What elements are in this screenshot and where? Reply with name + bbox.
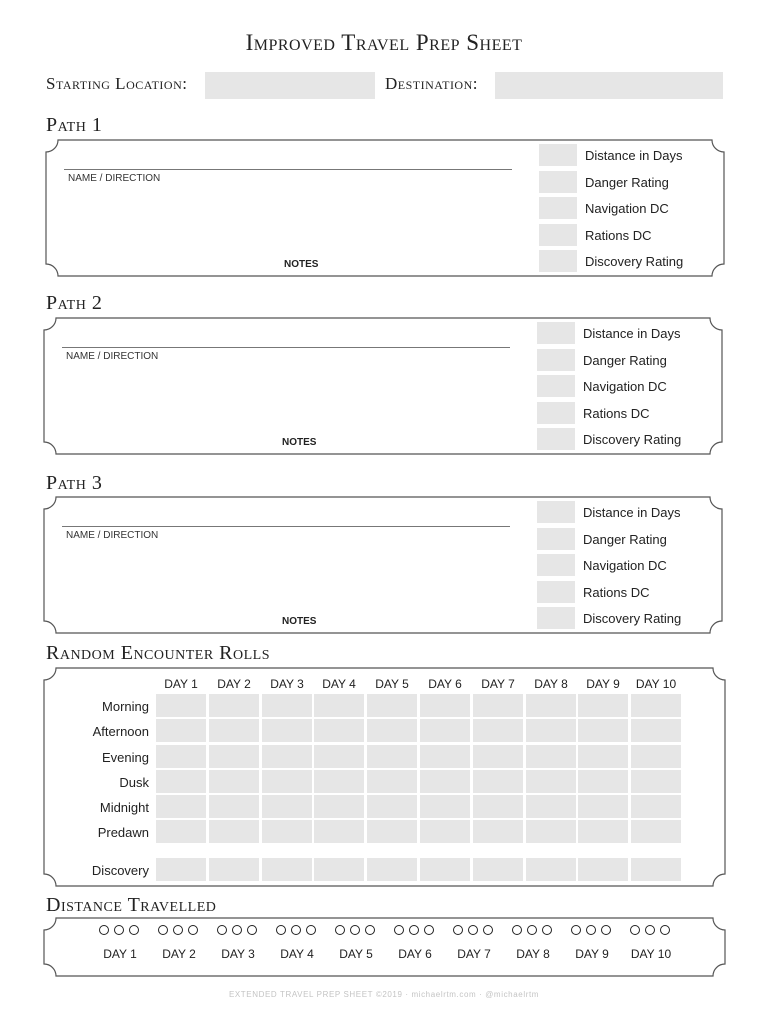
- distance-circle[interactable]: [409, 925, 419, 935]
- encounter-cell[interactable]: [209, 820, 259, 843]
- encounter-cell[interactable]: [473, 719, 523, 742]
- encounter-row-label-dusk: Dusk: [119, 775, 149, 790]
- encounter-day-header-5: DAY 5: [375, 677, 409, 691]
- path-2-notes-label: NOTES: [282, 437, 317, 448]
- encounter-cell[interactable]: [262, 745, 312, 768]
- encounter-cell[interactable]: [473, 795, 523, 818]
- distance-day-label-6: DAY 6: [398, 947, 432, 961]
- discovery-cell[interactable]: [473, 858, 523, 881]
- path-3-stat-label-5: Discovery Rating: [583, 611, 682, 626]
- path-3-stat-label-2: Danger Rating: [583, 531, 667, 547]
- path-1-stat-label-1: Distance in Days: [585, 148, 683, 163]
- encounter-day-header-2: DAY 2: [217, 677, 251, 691]
- path-1-stat-box-3[interactable]: [539, 197, 577, 219]
- encounter-cell[interactable]: [156, 694, 206, 717]
- encounter-row-label-morning: Morning: [102, 699, 149, 714]
- encounter-row-label-predawn: Predawn: [97, 825, 149, 840]
- discovery-cell[interactable]: [526, 858, 576, 881]
- discovery-cell[interactable]: [262, 858, 312, 881]
- encounter-cell[interactable]: [367, 745, 417, 768]
- distance-circle[interactable]: [158, 925, 168, 935]
- destination-field[interactable]: [495, 72, 723, 99]
- encounter-cell[interactable]: [420, 795, 470, 818]
- path-1-stat-box-5[interactable]: [539, 250, 577, 272]
- path-2-stat-box-4[interactable]: [537, 402, 575, 424]
- path-2-stat-box-1[interactable]: [537, 322, 575, 344]
- encounter-cell[interactable]: [209, 795, 259, 818]
- encounter-cell[interactable]: [473, 770, 523, 793]
- path-3-notes-label: NOTES: [282, 616, 317, 627]
- discovery-cell[interactable]: [367, 858, 417, 881]
- starting-location-label: Starting Location:: [46, 74, 188, 93]
- path-2-name-field[interactable]: [62, 347, 510, 348]
- path-2-stat-box-5[interactable]: [537, 428, 575, 450]
- encounter-cell[interactable]: [631, 745, 681, 768]
- encounter-row-label-afternoon: Afternoon: [92, 724, 149, 739]
- encounter-cell[interactable]: [526, 820, 576, 843]
- distance-day-label-9: DAY 9: [575, 947, 609, 961]
- encounter-cell[interactable]: [578, 745, 628, 768]
- distance-circle[interactable]: [601, 925, 611, 935]
- path-1-stat-box-1[interactable]: [539, 144, 577, 166]
- path-3-stat-box-5[interactable]: [537, 607, 575, 629]
- encounter-cell[interactable]: [526, 795, 576, 818]
- encounter-cell[interactable]: [209, 719, 259, 742]
- encounter-cell[interactable]: [526, 770, 576, 793]
- encounter-cell[interactable]: [420, 770, 470, 793]
- distance-day-label-4: DAY 4: [280, 947, 314, 961]
- path-2-name-label: NAME / DIRECTION: [66, 351, 159, 362]
- starting-location-field[interactable]: [205, 72, 375, 99]
- encounter-cell[interactable]: [631, 770, 681, 793]
- discovery-cell[interactable]: [314, 858, 364, 881]
- path-2-stat-label-2: Danger Rating: [583, 352, 667, 368]
- encounter-cell[interactable]: [526, 719, 576, 742]
- discovery-cell[interactable]: [156, 858, 206, 881]
- encounter-cell[interactable]: [367, 694, 417, 717]
- encounter-cell[interactable]: [156, 745, 206, 768]
- distance-circle[interactable]: [217, 925, 227, 935]
- path-3-title: Path 3: [46, 472, 103, 494]
- distance-frame: [44, 918, 725, 976]
- distance-circle[interactable]: [173, 925, 183, 935]
- distance-circle[interactable]: [365, 925, 375, 935]
- distance-circle[interactable]: [114, 925, 124, 935]
- distance-circle[interactable]: [660, 925, 670, 935]
- encounter-cell[interactable]: [420, 719, 470, 742]
- path-1-stat-label-3: Navigation DC: [585, 201, 669, 216]
- distance-day-label-5: DAY 5: [339, 947, 373, 961]
- path-3-stat-box-3[interactable]: [537, 554, 575, 576]
- distance-circle[interactable]: [453, 925, 463, 935]
- distance-circle[interactable]: [424, 925, 434, 935]
- encounter-cell[interactable]: [367, 719, 417, 742]
- distance-circle[interactable]: [630, 925, 640, 935]
- encounter-cell[interactable]: [631, 795, 681, 818]
- encounter-cell[interactable]: [420, 820, 470, 843]
- path-2-stat-label-3: Navigation DC: [583, 379, 667, 394]
- distance-circle[interactable]: [291, 925, 301, 935]
- encounter-cell[interactable]: [314, 795, 364, 818]
- encounter-cell[interactable]: [209, 745, 259, 768]
- path-3-stat-label-3: Navigation DC: [583, 558, 667, 573]
- distance-circle[interactable]: [129, 925, 139, 935]
- path-3-stat-box-4[interactable]: [537, 581, 575, 603]
- path-3-name-field[interactable]: [62, 526, 510, 527]
- encounter-cell[interactable]: [262, 719, 312, 742]
- path-3-stat-label-1: Distance in Days: [583, 505, 681, 520]
- encounter-day-header-1: DAY 1: [164, 677, 198, 691]
- path-2-stat-box-3[interactable]: [537, 375, 575, 397]
- encounter-day-header-7: DAY 7: [481, 677, 515, 691]
- distance-circle[interactable]: [512, 925, 522, 935]
- encounter-cell[interactable]: [314, 770, 364, 793]
- distance-circle[interactable]: [468, 925, 478, 935]
- page-title: Improved Travel Prep Sheet: [245, 30, 523, 55]
- encounters-title: Random Encounter Rolls: [46, 642, 271, 664]
- encounter-cell[interactable]: [420, 745, 470, 768]
- distance-day-label-7: DAY 7: [457, 947, 491, 961]
- distance-circle[interactable]: [542, 925, 552, 935]
- distance-circle[interactable]: [394, 925, 404, 935]
- encounter-cell[interactable]: [156, 719, 206, 742]
- encounter-cell[interactable]: [314, 820, 364, 843]
- encounter-day-header-8: DAY 8: [534, 677, 568, 691]
- path-2-stat-box-2[interactable]: [537, 349, 575, 371]
- path-1-title: Path 1: [46, 114, 103, 136]
- path-3-stat-box-2[interactable]: [537, 528, 575, 550]
- encounter-cell[interactable]: [314, 694, 364, 717]
- encounter-cell[interactable]: [420, 694, 470, 717]
- encounter-row-label-evening: Evening: [102, 750, 149, 765]
- path-3-stat-box-1[interactable]: [537, 501, 575, 523]
- encounter-cell[interactable]: [209, 694, 259, 717]
- encounter-cell[interactable]: [262, 694, 312, 717]
- encounter-row-label-discovery: Discovery: [91, 863, 149, 878]
- encounter-cell[interactable]: [631, 820, 681, 843]
- path-2-stat-label-1: Distance in Days: [583, 326, 681, 341]
- encounter-cell[interactable]: [367, 820, 417, 843]
- path-2-stat-label-5: Discovery Rating: [583, 432, 682, 447]
- path-3-stat-label-4: Rations DC: [583, 584, 650, 600]
- distance-circle[interactable]: [483, 925, 493, 935]
- path-1-stat-label-4: Rations DC: [585, 227, 652, 243]
- encounter-cell[interactable]: [473, 745, 523, 768]
- encounter-cell[interactable]: [578, 719, 628, 742]
- encounter-cell[interactable]: [367, 795, 417, 818]
- distance-circle[interactable]: [276, 925, 286, 935]
- path-1-stat-label-2: Danger Rating: [585, 174, 669, 190]
- distance-circle[interactable]: [586, 925, 596, 935]
- destination-label: Destination:: [385, 74, 478, 93]
- footer-credit: EXTENDED TRAVEL PREP SHEET ©2019 · michaelrtm.com · @michaelrtm: [228, 990, 540, 999]
- path-2-title: Path 2: [46, 292, 103, 314]
- encounter-row-label-midnight: Midnight: [99, 800, 149, 815]
- distance-day-label-8: DAY 8: [516, 947, 550, 961]
- encounter-cell[interactable]: [631, 694, 681, 717]
- distance-circle[interactable]: [306, 925, 316, 935]
- distance-circle[interactable]: [645, 925, 655, 935]
- encounter-cell[interactable]: [262, 770, 312, 793]
- distance-circle[interactable]: [350, 925, 360, 935]
- distance-circle[interactable]: [571, 925, 581, 935]
- encounter-cell[interactable]: [156, 770, 206, 793]
- encounter-cell[interactable]: [578, 694, 628, 717]
- discovery-cell[interactable]: [631, 858, 681, 881]
- encounter-cell[interactable]: [314, 719, 364, 742]
- path-1-notes-label: NOTES: [284, 259, 319, 270]
- encounter-cell[interactable]: [367, 770, 417, 793]
- distance-day-label-2: DAY 2: [162, 947, 196, 961]
- encounter-cell[interactable]: [262, 820, 312, 843]
- path-1-name-field[interactable]: [64, 169, 512, 170]
- encounter-cell[interactable]: [631, 719, 681, 742]
- path-3-name-label: NAME / DIRECTION: [66, 530, 159, 541]
- distance-day-label-3: DAY 3: [221, 947, 255, 961]
- encounter-cell[interactable]: [526, 694, 576, 717]
- distance-circle[interactable]: [335, 925, 345, 935]
- distance-circle[interactable]: [188, 925, 198, 935]
- encounter-day-header-3: DAY 3: [270, 677, 304, 691]
- encounter-cell[interactable]: [578, 820, 628, 843]
- encounter-cell[interactable]: [473, 694, 523, 717]
- distance-day-label-1: DAY 1: [103, 947, 137, 961]
- path-1-stat-label-5: Discovery Rating: [585, 254, 684, 269]
- path-2-stat-label-4: Rations DC: [583, 405, 650, 421]
- encounter-cell[interactable]: [578, 795, 628, 818]
- encounter-cell[interactable]: [578, 770, 628, 793]
- encounter-cell[interactable]: [526, 745, 576, 768]
- discovery-cell[interactable]: [209, 858, 259, 881]
- encounter-day-header-10: DAY 10: [635, 677, 677, 691]
- distance-circle[interactable]: [99, 925, 109, 935]
- discovery-cell[interactable]: [420, 858, 470, 881]
- encounter-cell[interactable]: [156, 820, 206, 843]
- encounter-cell[interactable]: [473, 820, 523, 843]
- encounter-cell[interactable]: [156, 795, 206, 818]
- path-1-name-label: NAME / DIRECTION: [68, 173, 161, 184]
- distance-circle[interactable]: [247, 925, 257, 935]
- distance-circle[interactable]: [232, 925, 242, 935]
- ornate-border: [44, 918, 725, 976]
- path-1-stat-box-4[interactable]: [539, 224, 577, 246]
- distance-title: Distance Travelled: [46, 894, 217, 916]
- encounter-cell[interactable]: [262, 795, 312, 818]
- distance-circle[interactable]: [527, 925, 537, 935]
- distance-day-label-10: DAY 10: [630, 947, 672, 961]
- encounter-day-header-4: DAY 4: [322, 677, 356, 691]
- encounter-day-header-6: DAY 6: [428, 677, 462, 691]
- encounter-day-header-9: DAY 9: [586, 677, 620, 691]
- path-1-stat-box-2[interactable]: [539, 171, 577, 193]
- discovery-cell[interactable]: [578, 858, 628, 881]
- encounter-cell[interactable]: [314, 745, 364, 768]
- encounter-cell[interactable]: [209, 770, 259, 793]
